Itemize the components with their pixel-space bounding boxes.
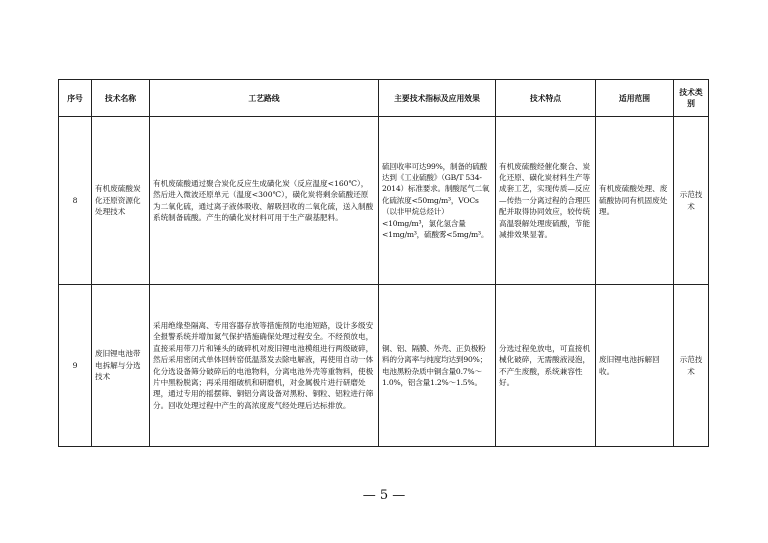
header-features: 技术特点 <box>496 80 596 117</box>
row-scope: 有机废硫酸处理、废硫酸协同有机固废处理。 <box>596 117 674 285</box>
row-tech-name: 有机废硫酸炭化还原资源化处理技术 <box>92 117 150 285</box>
row-number: 9 <box>59 285 92 447</box>
header-scope: 适用范围 <box>596 80 674 117</box>
row-category: 示范技术 <box>674 285 709 447</box>
technology-table <box>58 79 709 447</box>
header-tech-name: 技术名称 <box>92 80 150 117</box>
table-header-row <box>59 80 709 117</box>
page-number: — 5 — <box>362 488 406 503</box>
row-number: 8 <box>59 117 92 285</box>
header-indicators: 主要技术指标及应用效果 <box>379 80 496 117</box>
row-features: 有机废硫酸经催化聚合、炭化还原、磺化炭材料生产等成套工艺，实现传质—反应—传热一分离过程的合理匹配并取得协同效应，较传统高温裂解处理废硫酸，节能减排效果显著。 <box>496 117 596 285</box>
row-scope: 废旧锂电池拆解回收。 <box>596 285 674 447</box>
row-features: 分选过程免放电，可直接机械化破碎，无需酸液浸泡，不产生废酸，系统兼容性好。 <box>496 285 596 447</box>
row-indicators: 硫回收率可达99%，制备的硫酸达到《工业硫酸》（GB/T 534-2014）标准要求。制酸尾气二氧化硫浓度<50mg/m³，VOCs（以非甲烷总烃计）<10mg/m³，氯化氢含量<1mg/m³，硫酸雾<5mg/m³。 <box>379 117 496 285</box>
row-indicators: 铜、铝、隔膜、外壳、正负极粉料的分离率与纯度均达到90%；电池黑粉杂质中铜含量0.7%～1.0%，铝含量1.2%～1.5%。 <box>379 285 496 447</box>
row-category: 示范技术 <box>674 117 709 285</box>
header-process-route: 工艺路线 <box>150 80 379 117</box>
table-row <box>59 117 709 285</box>
row-tech-name: 废旧锂电池带电拆解与分选技术 <box>92 285 150 447</box>
row-process-route: 有机废硫酸通过聚合炭化反应生成磺化炭（反应温度<160℃），然后进入微波还原单元（温度<300℃），磺化炭将剩余硫酸还原为二氧化硫，通过离子液体吸收、解吸回收的二氧化硫，送入制酸系统制备硫酸。产生的磺化炭材料可用于生产碳基肥料。 <box>150 117 379 285</box>
table-row <box>59 285 709 447</box>
row-process-route: 采用绝缘垫隔离、专用容器存放等措施预防电池短路，设计多级安全报警系统并增加氮气保护措施确保处理过程安全。不经预放电，直接采用带刀片和锤头的破碎机对废旧锂电池模组进行两级破碎，然后采用密闭式单体回转窑低温蒸发去除电解液，再使用自动一体化分选设备筛分破碎后的电池物料，分离电池外壳等重物料，使极片中黑粉脱离；再采用细破机和研磨机，对金属极片进行研磨处理，通过专用的摇摆筛、铜铝分离设备对黑粉、铜粒、铝粒进行筛分。回收处理过程中产生的高浓度废气经处理后达标排放。 <box>150 285 379 447</box>
header-number: 序号 <box>59 80 92 117</box>
header-category: 技术类别 <box>674 80 709 117</box>
